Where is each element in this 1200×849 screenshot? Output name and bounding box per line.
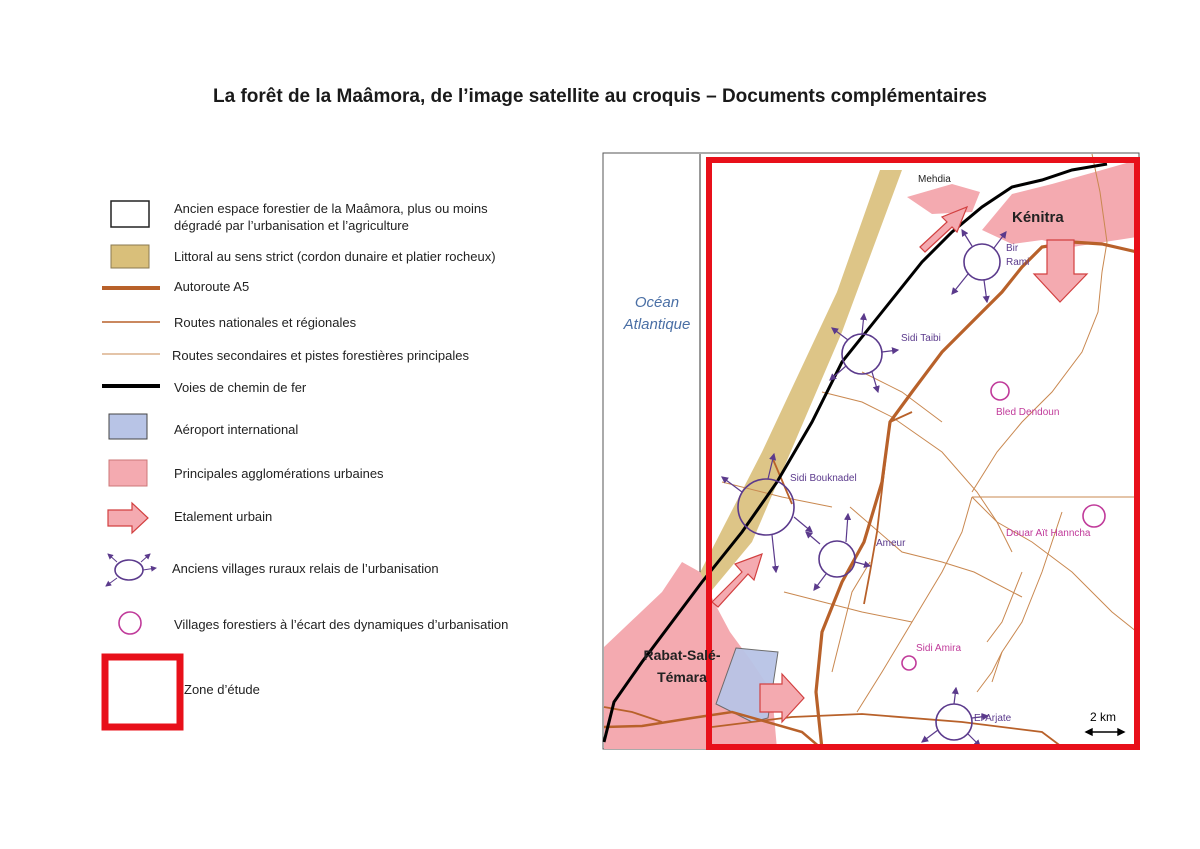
legend-forest-village-symbol <box>119 612 141 634</box>
legend-study-zone-swatch <box>105 657 180 727</box>
label-bir-rami: Bir Rami <box>1006 243 1030 268</box>
legend <box>100 190 570 750</box>
page-title: La forêt de la Maâmora, de l’image satellite au croquis – Documents complémentaires <box>213 86 987 107</box>
legend-forest-swatch <box>111 201 149 227</box>
legend-urban-label: Principales agglomérations urbaines <box>174 466 384 481</box>
legend-relay-village-symbol <box>106 554 156 586</box>
legend-forest-villages-label: Villages forestiers à l’écart des dynamiques d’urbanisation <box>174 617 509 632</box>
legend-airport-label: Aéroport international <box>174 422 299 437</box>
legend-national-roads-label: Routes nationales et régionales <box>174 315 357 330</box>
label-sidi-taibi: Sidi Taibi <box>901 333 941 344</box>
label-sidi-bouknadel: Sidi Bouknadel <box>790 473 857 484</box>
legend-urban-swatch <box>109 460 147 486</box>
legend-sprawl-arrow <box>108 503 148 533</box>
legend-airport-swatch <box>109 414 147 439</box>
label-el-arjate: El Arjate <box>974 713 1012 724</box>
legend-secondary-roads-label: Routes secondaires et pistes forestières principales <box>172 348 469 363</box>
legend-forest-label: Ancien espace forestier de la Maâmora, plus ou moins dégradé par l’urbanisation et l’agriculture <box>174 201 488 233</box>
label-ameur: Ameur <box>876 538 906 549</box>
legend-littoral-label: Littoral au sens strict (cordon dunaire et platier rocheux) <box>174 249 496 264</box>
scale-label: 2 km <box>1090 710 1117 724</box>
ocean-label: Océan Atlantique <box>623 294 691 333</box>
legend-sprawl-label: Etalement urbain <box>174 509 273 524</box>
legend-littoral-swatch <box>111 245 149 268</box>
legend-highway-label: Autoroute A5 <box>174 279 250 294</box>
label-sidi-amira: Sidi Amira <box>916 643 962 654</box>
legend-study-zone-label: Zone d’étude <box>184 682 260 697</box>
label-douar-ait-hanncha: Douar Aït Hanncha <box>1006 528 1091 539</box>
map <box>602 152 1142 752</box>
label-mehdia: Mehdia <box>918 174 951 185</box>
label-bled-dendoun: Bled Dendoun <box>996 407 1060 418</box>
label-rabat: Rabat-Salé-Témara <box>643 647 721 685</box>
legend-relay-villages-label: Anciens villages ruraux relais de l’urbanisation <box>172 561 439 576</box>
label-kenitra: Kénitra <box>1012 209 1064 226</box>
legend-railway-label: Voies de chemin de fer <box>174 380 307 395</box>
